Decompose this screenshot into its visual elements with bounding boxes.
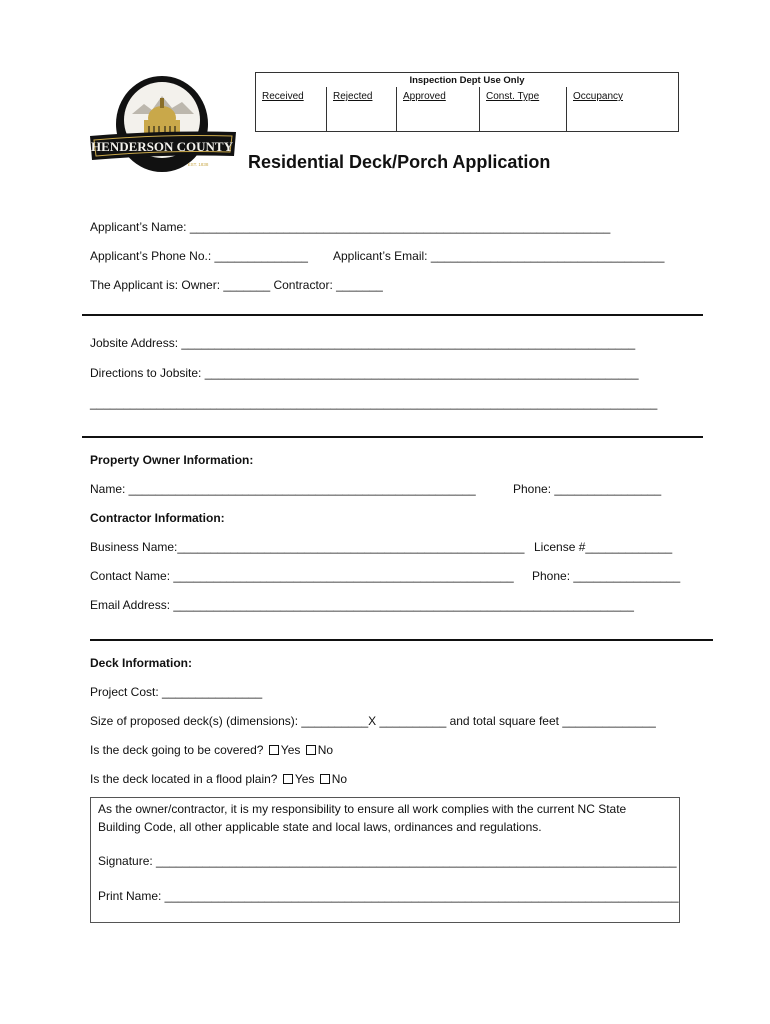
inspection-header: Inspection Dept Use Only [409, 75, 525, 86]
applicant-email-field[interactable]: Applicant’s Email: ___________________________________ [333, 249, 665, 263]
inspection-cell-rejected[interactable]: Rejected [327, 87, 397, 132]
henderson-county-logo [88, 74, 238, 174]
covered-yes-checkbox[interactable] [269, 745, 279, 755]
page-title: Residential Deck/Porch Application [248, 152, 551, 172]
logo-subtext: EST. 1838 [187, 162, 209, 167]
contractor-heading: Contractor Information: [90, 511, 225, 525]
inspection-cell-occupancy[interactable]: Occupancy [573, 91, 624, 102]
owner-name-field[interactable]: Name: ____________________________________________________ [90, 482, 476, 496]
jobsite-directions-field[interactable]: Directions to Jobsite: _________________________________________________________________ [90, 366, 639, 380]
inspection-dept-table [255, 72, 679, 132]
project-cost-field[interactable]: Project Cost: _______________ [90, 685, 263, 699]
inspection-cell-const-type[interactable]: Const. Type [480, 87, 567, 132]
applicant-name-field[interactable]: Applicant’s Name: _______________________________________________________________ [90, 220, 611, 234]
covered-question: Is the deck going to be covered? Yes No [90, 743, 334, 757]
statement-line-2: Building Code, all other applicable state and local laws, ordinances and regulations. [98, 820, 542, 834]
contractor-contact-field[interactable]: Contact Name: ___________________________________________________ [90, 569, 514, 583]
section-divider [82, 436, 703, 438]
contractor-business-field[interactable]: Business Name:____________________________________________________ [90, 540, 525, 554]
contractor-email-field[interactable]: Email Address: _____________________________________________________________________ [90, 598, 634, 612]
applicant-phone-field[interactable]: Applicant’s Phone No.: ______________ [90, 249, 308, 263]
county-seal-icon [88, 74, 238, 174]
print-name-field[interactable]: Print Name: _____________________________________________________________________________ [98, 889, 679, 903]
jobsite-address-field[interactable]: Jobsite Address: ____________________________________________________________________ [90, 336, 636, 350]
flood-question: Is the deck located in a flood plain? Yes No [90, 772, 348, 786]
inspection-cell-approved[interactable]: Approved [397, 87, 480, 132]
owner-heading: Property Owner Information: [90, 453, 254, 467]
contractor-license-field[interactable]: License #_____________ [534, 540, 673, 554]
signature-field[interactable]: Signature: ______________________________________________________________________________ [98, 854, 677, 868]
contractor-phone-field[interactable]: Phone: ________________ [532, 569, 681, 583]
owner-phone-field[interactable]: Phone: ________________ [513, 482, 662, 496]
jobsite-directions-extra-field[interactable]: _____________________________________________________________________________________ [90, 396, 658, 410]
flood-yes-checkbox[interactable] [283, 774, 293, 784]
deck-size-field[interactable]: Size of proposed deck(s) (dimensions): __________X __________ and total square feet ______________ [90, 714, 656, 728]
flood-no-checkbox[interactable] [320, 774, 330, 784]
inspection-cell-received[interactable]: Received [256, 87, 327, 132]
section-divider [82, 314, 703, 316]
statement-line-1: As the owner/contractor, it is my responsibility to ensure all work complies with the current NC State [98, 802, 627, 816]
covered-no-checkbox[interactable] [306, 745, 316, 755]
applicant-type-field[interactable]: The Applicant is: Owner: _______ Contractor: _______ [90, 278, 383, 292]
deck-heading: Deck Information: [90, 656, 193, 670]
section-divider [90, 639, 713, 641]
logo-text: HENDERSON COUNTY [91, 139, 233, 154]
